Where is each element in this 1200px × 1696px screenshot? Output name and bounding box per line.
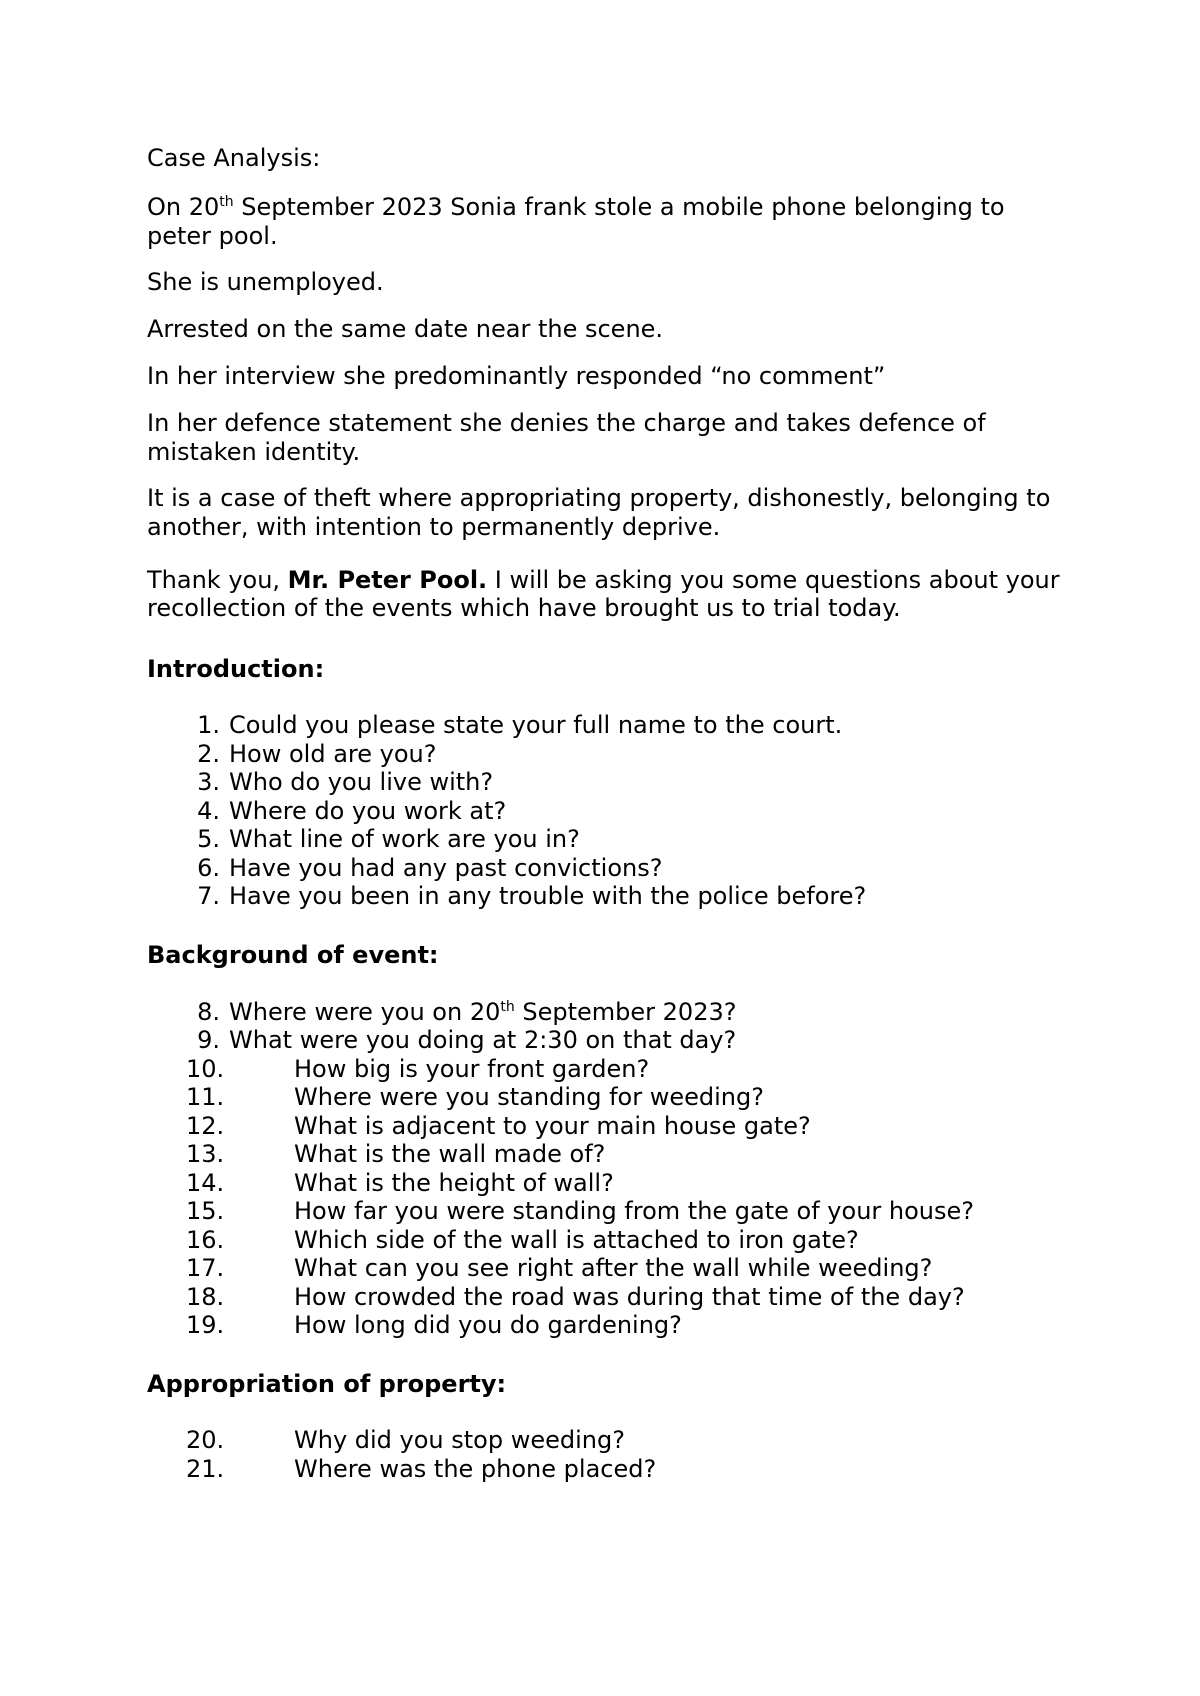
question-number: 16. xyxy=(186,1225,225,1254)
question-number: 18. xyxy=(186,1282,225,1311)
question-text: What line of work are you in? xyxy=(229,825,580,854)
question-text: How long did you do gardening? xyxy=(294,1311,682,1340)
witness-name: Mr. Peter Pool. xyxy=(287,565,488,594)
question-text: How far you were standing from the gate of your house? xyxy=(294,1197,975,1226)
list-item xyxy=(147,797,1070,826)
question-number: 19. xyxy=(186,1311,225,1340)
introduction-question-list xyxy=(147,711,1070,911)
list-item xyxy=(147,1455,1070,1484)
question-number: 14. xyxy=(186,1168,225,1197)
question-number: 2. xyxy=(197,739,220,768)
question-number: 10. xyxy=(186,1054,225,1083)
question-number: 3. xyxy=(197,768,220,797)
thank-you-end: I will be asking you some questions about your recollection of the events which have brought us to trial today. xyxy=(147,565,1060,623)
list-item xyxy=(147,1169,1070,1198)
question-text-end: September 2023? xyxy=(514,997,737,1026)
question-text: Have you been in any trouble with the police before? xyxy=(229,882,867,911)
question-number: 7. xyxy=(197,882,220,911)
ordinal-suffix: th xyxy=(219,193,234,210)
list-item xyxy=(147,1026,1070,1055)
list-item xyxy=(147,854,1070,883)
question-text: What were you doing at 2:30 on that day? xyxy=(229,1026,737,1055)
question-text: What is the wall made of? xyxy=(294,1140,606,1169)
case-paragraph-6: It is a case of theft where appropriating property, dishonestly, belonging to another, with intention to permanently deprive. xyxy=(147,484,1051,542)
question-text: Where do you work at? xyxy=(229,796,507,825)
thank-you-start: Thank you, xyxy=(147,565,288,594)
case-paragraph-2: She is unemployed. xyxy=(147,268,384,297)
question-text: What can you see right after the wall while weeding? xyxy=(294,1254,933,1283)
question-number: 20. xyxy=(186,1426,225,1455)
question-text: Who do you live with? xyxy=(229,768,494,797)
case-paragraph-1-end: September 2023 Sonia frank stole a mobile phone belonging to peter pool. xyxy=(147,192,1005,250)
thank-you-paragraph xyxy=(147,566,1070,623)
question-number: 9. xyxy=(197,1026,220,1055)
question-number: 12. xyxy=(186,1111,225,1140)
question-text: Where was the phone placed? xyxy=(294,1454,657,1483)
list-item xyxy=(147,1197,1070,1226)
list-item xyxy=(147,1283,1070,1312)
case-paragraph-4: In her interview she predominantly responded “no comment” xyxy=(147,361,886,390)
question-number: 13. xyxy=(186,1140,225,1169)
list-item xyxy=(147,1083,1070,1112)
question-number: 17. xyxy=(186,1254,225,1283)
question-text: How crowded the road was during that time of the day? xyxy=(294,1282,965,1311)
list-item xyxy=(147,768,1070,797)
list-item xyxy=(147,1426,1070,1455)
case-paragraph-3: Arrested on the same date near the scene. xyxy=(147,315,664,344)
list-item xyxy=(147,1112,1070,1141)
question-text: What is adjacent to your main house gate? xyxy=(294,1111,811,1140)
list-item xyxy=(147,1311,1070,1340)
case-paragraph-5: In her defence statement she denies the charge and takes defence of mistaken identity. xyxy=(147,408,986,466)
case-analysis-heading: Case Analysis: xyxy=(147,144,321,172)
ordinal-suffix: th xyxy=(500,998,515,1015)
background-heading: Background of event: xyxy=(147,940,439,969)
question-number: 21. xyxy=(186,1454,225,1483)
list-item xyxy=(147,882,1070,911)
list-item xyxy=(147,1055,1070,1084)
list-item xyxy=(147,825,1070,854)
question-text: Where were you standing for weeding? xyxy=(294,1083,764,1112)
list-item xyxy=(147,1226,1070,1255)
appropriation-question-list xyxy=(147,1426,1070,1483)
question-number: 4. xyxy=(197,796,220,825)
question-number: 8. xyxy=(197,997,220,1026)
question-number: 15. xyxy=(186,1197,225,1226)
list-item xyxy=(147,1140,1070,1169)
case-paragraph-1-start: On 20 xyxy=(147,192,220,221)
case-paragraph-1 xyxy=(147,193,1070,251)
question-number: 11. xyxy=(186,1083,225,1112)
question-text: How old are you? xyxy=(229,739,437,768)
list-item xyxy=(147,1254,1070,1283)
question-text: How big is your front garden? xyxy=(294,1054,650,1083)
question-text: Could you please state your full name to the court. xyxy=(229,711,843,740)
background-question-list xyxy=(147,998,1070,1340)
introduction-heading: Introduction: xyxy=(147,654,325,683)
appropriation-heading: Appropriation of property: xyxy=(147,1369,507,1398)
list-item xyxy=(147,711,1070,740)
question-text: Which side of the wall is attached to iron gate? xyxy=(294,1225,859,1254)
question-number: 1. xyxy=(197,711,220,740)
question-text-start: Where were you on 20 xyxy=(229,997,501,1026)
question-number: 5. xyxy=(197,825,220,854)
question-text xyxy=(220,998,736,1027)
question-text: Have you had any past convictions? xyxy=(229,853,663,882)
list-item xyxy=(147,740,1070,769)
list-item xyxy=(147,998,1070,1027)
question-number: 6. xyxy=(197,853,220,882)
question-text: Why did you stop weeding? xyxy=(294,1426,625,1455)
question-text: What is the height of wall? xyxy=(294,1168,614,1197)
